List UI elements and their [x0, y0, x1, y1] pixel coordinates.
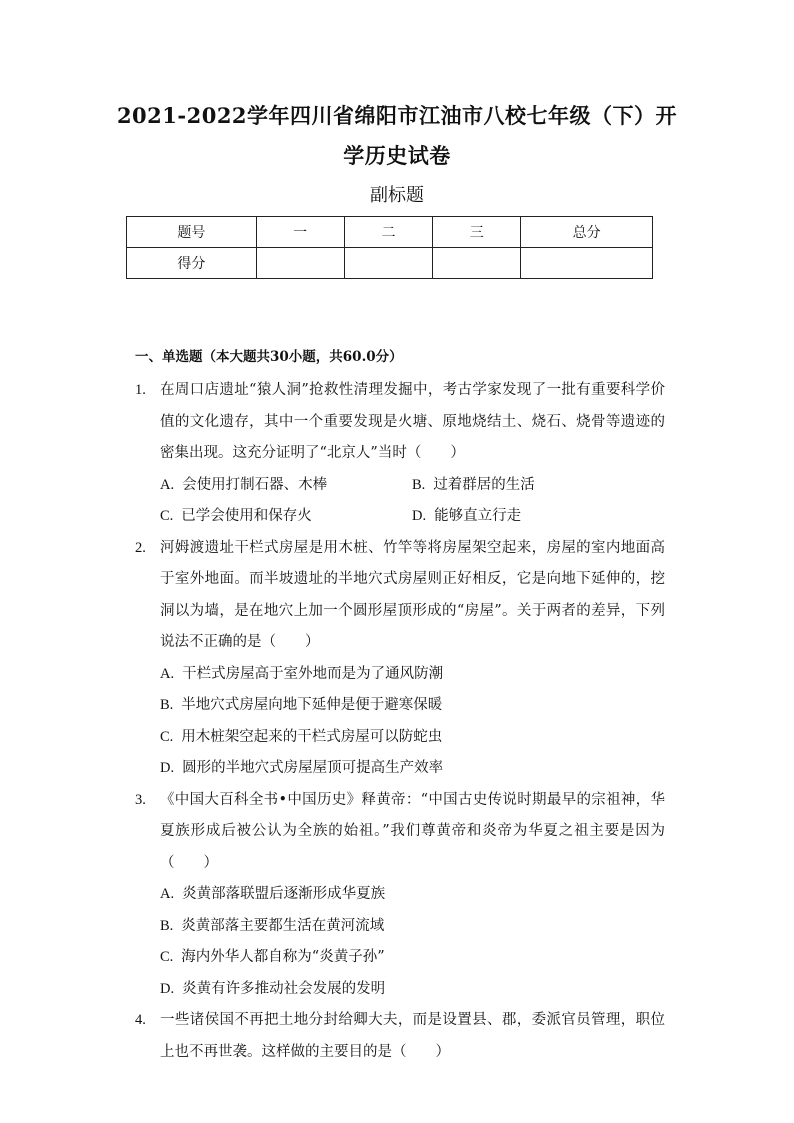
option-text: 炎黄部落联盟后逐渐形成华夏族	[182, 886, 386, 902]
option-list	[160, 659, 665, 785]
score-header-cell: 题号	[127, 217, 257, 248]
option-letter: C.	[160, 949, 174, 965]
option-item	[160, 911, 665, 943]
option-item	[160, 501, 412, 533]
option-item	[160, 722, 665, 754]
option-item	[160, 470, 412, 502]
score-header-cell: 三	[433, 217, 521, 248]
option-letter: B.	[160, 917, 174, 934]
section-heading: 一、单选题（本大题共30小题，共60.0分）	[135, 349, 403, 365]
option-item	[412, 501, 664, 533]
option-item	[160, 974, 665, 1006]
option-letter: A.	[160, 665, 175, 682]
option-text: 能够直立行走	[434, 508, 522, 524]
option-text: 过着群居的生活	[433, 476, 535, 493]
option-text: 炎黄部落主要都生活在黄河流域	[181, 917, 385, 934]
question-item	[135, 1005, 665, 1068]
option-letter: D.	[160, 980, 175, 997]
option-letter: D.	[412, 508, 427, 524]
option-letter: C.	[160, 728, 174, 745]
question-text: 一些诸侯国不再把土地分封给卿大夫，而是设置县、郡，委派官员管理，职位上也不再世袭。这样做的主要目的是（ ）	[160, 1012, 665, 1060]
option-item	[160, 942, 665, 974]
score-cell	[344, 248, 433, 279]
option-text: 干栏式房屋高于室外地而是为了通风防潮	[182, 665, 444, 682]
exam-title: 2021-2022学年四川省绵阳市江油市八校七年级（下）开学历史试卷	[116, 103, 678, 168]
question-text: 《中国大百科全书•中国历史》释黄帝：“中国古史传说时期最早的宗祖神，华夏族形成后被公认为全族的始祖。”我们尊黄帝和炎帝为华夏之祖主要是因为（ ）	[160, 791, 665, 871]
score-cell	[521, 248, 653, 279]
score-cell	[256, 248, 344, 279]
question-text: 河姆渡遗址干栏式房屋是用木桩、竹竿等将房屋架空起来，房屋的室内地面高于室外地面。而半坡遗址的半地穴式房屋则正好相反，它是向地下延伸的，挖洞以为墙，是在地穴上加一个圆形屋顶形成的“房屋”。关于两者的差异，下列说法不正确的是（ ）	[160, 539, 665, 650]
option-letter: C.	[160, 508, 174, 524]
option-letter: D.	[160, 760, 175, 776]
score-header-cell: 总分	[521, 217, 653, 248]
option-text: 已学会使用和保存火	[181, 508, 312, 524]
option-text: 半地穴式房屋向地下延伸是便于避寒保暖	[181, 697, 443, 713]
option-letter: A.	[160, 886, 175, 902]
question-item	[135, 375, 665, 533]
option-text: 炎黄有许多推动社会发展的发明	[182, 980, 386, 997]
option-item	[160, 659, 665, 691]
question-number: 1.	[135, 382, 146, 398]
option-item	[160, 690, 665, 722]
option-list	[160, 470, 665, 533]
option-item	[412, 470, 664, 502]
option-text: 会使用打制石器、木棒	[182, 476, 328, 493]
option-text: 圆形的半地穴式房屋屋顶可提高生产效率	[182, 760, 444, 776]
option-letter: B.	[412, 476, 426, 493]
score-table-score-row	[127, 248, 653, 279]
score-header-cell: 二	[344, 217, 433, 248]
question-list	[135, 375, 665, 1068]
option-list	[160, 879, 665, 1005]
option-text: 海内外华人都自称为“炎黄子孙”	[181, 949, 385, 965]
score-table-header-row	[127, 217, 653, 248]
score-row-label: 得分	[127, 248, 257, 279]
score-header-cell: 一	[256, 217, 344, 248]
question-item	[135, 785, 665, 1006]
option-letter: B.	[160, 697, 174, 713]
option-item	[160, 753, 665, 785]
question-item	[135, 533, 665, 785]
question-number: 3.	[135, 791, 146, 808]
score-cell	[433, 248, 521, 279]
option-text: 用木桩架空起来的干栏式房屋可以防蛇虫	[181, 728, 443, 745]
question-number: 2.	[135, 539, 146, 556]
option-letter: A.	[160, 476, 175, 493]
question-number: 4.	[135, 1012, 146, 1028]
exam-subtitle: 副标题	[370, 185, 424, 206]
question-text: 在周口店遗址“猿人洞”抢救性清理发掘中，考古学家发现了一批有重要科学价值的文化遗存，其中一个重要发现是火塘、原地烧结土、烧石、烧骨等遗迹的密集出现。这充分证明了“北京人”当时（ ）	[160, 382, 665, 461]
option-item	[160, 879, 665, 911]
score-table	[126, 216, 653, 279]
